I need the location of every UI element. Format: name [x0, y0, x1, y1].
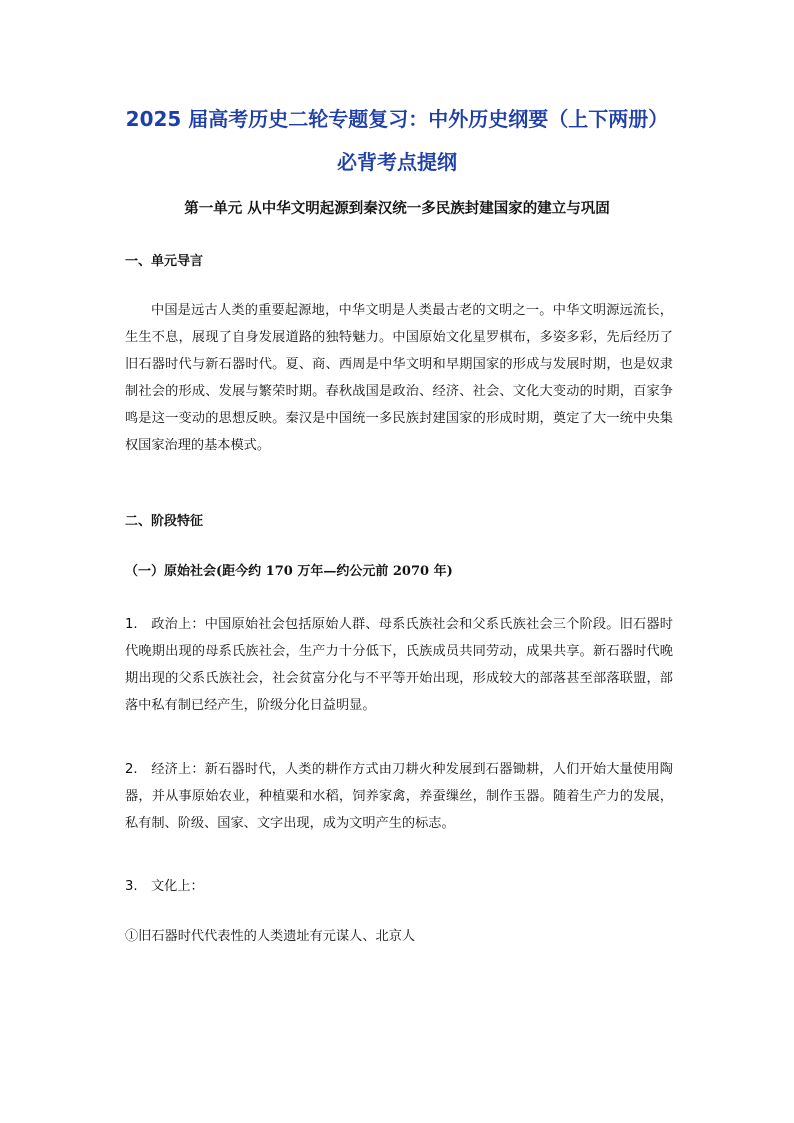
list-item-number: 1.: [125, 617, 138, 632]
section-heading-features: 二、阶段特征: [125, 514, 204, 529]
list-item-number: 2.: [125, 762, 138, 777]
document-title: 2025 届高考历史二轮专题复习：中外历史纲要（上下两册）: [125, 107, 669, 131]
culture-subitem-1: ①旧石器时代代表性的人类遗址有元谋人、北京人: [125, 929, 416, 944]
list-item-text: 文化上：: [151, 879, 204, 894]
document-subtitle: 必背考点提纲: [337, 150, 457, 174]
subsection-heading-primitive: （一）原始社会(距今约 170 万年—约公元前 2070 年): [125, 564, 453, 579]
list-item-text: 经济上：新石器时代，人类的耕作方式由刀耕火种发展到石器锄耕，人们开始大量使用陶器，并从事原始农业，种植粟和水稻，饲养家禽，养蚕缫丝，制作玉器。随着生产力的发展，私有制、阶级、国家、文字出现，成为文明产生的标志。: [125, 762, 673, 831]
intro-paragraph: 中国是远古人类的重要起源地，中华文明是人类最古老的文明之一。中华文明源远流长，生生不息，展现了自身发展道路的独特魅力。中国原始文化星罗棋布，多姿多彩，先后经历了旧石器时代与新石器时代。夏、商、西周是中华文明和早期国家的形成与发展时期，也是奴隶制社会的形成、发展与繁荣时期。春秋战国是政治、经济、社会、文化大变动的时期，百家争鸣是这一变动的思想反映。秦汉是中国统一多民族封建国家的形成时期，奠定了大一统中央集权国家治理的基本模式。: [125, 303, 673, 453]
list-item-text: 政治上：中国原始社会包括原始人群、母系氏族社会和父系氏族社会三个阶段。旧石器时代晚期出现的母系氏族社会，生产力十分低下，氏族成员共同劳动，成果共享。新石器时代晚期出现的父系氏族社会，社会贫富分化与不平等开始出现，形成较大的部落甚至部落联盟，部落中私有制已经产生，阶级分化日益明显。: [125, 617, 673, 713]
list-item-economy: [125, 756, 673, 837]
list-item-politics: [125, 611, 673, 719]
section-heading-intro: 一、单元导言: [125, 254, 204, 269]
list-item-number: 3.: [125, 879, 138, 894]
unit-title: 第一单元 从中华文明起源到秦汉统一多民族封建国家的建立与巩固: [184, 200, 610, 217]
list-item-culture: [125, 873, 673, 900]
